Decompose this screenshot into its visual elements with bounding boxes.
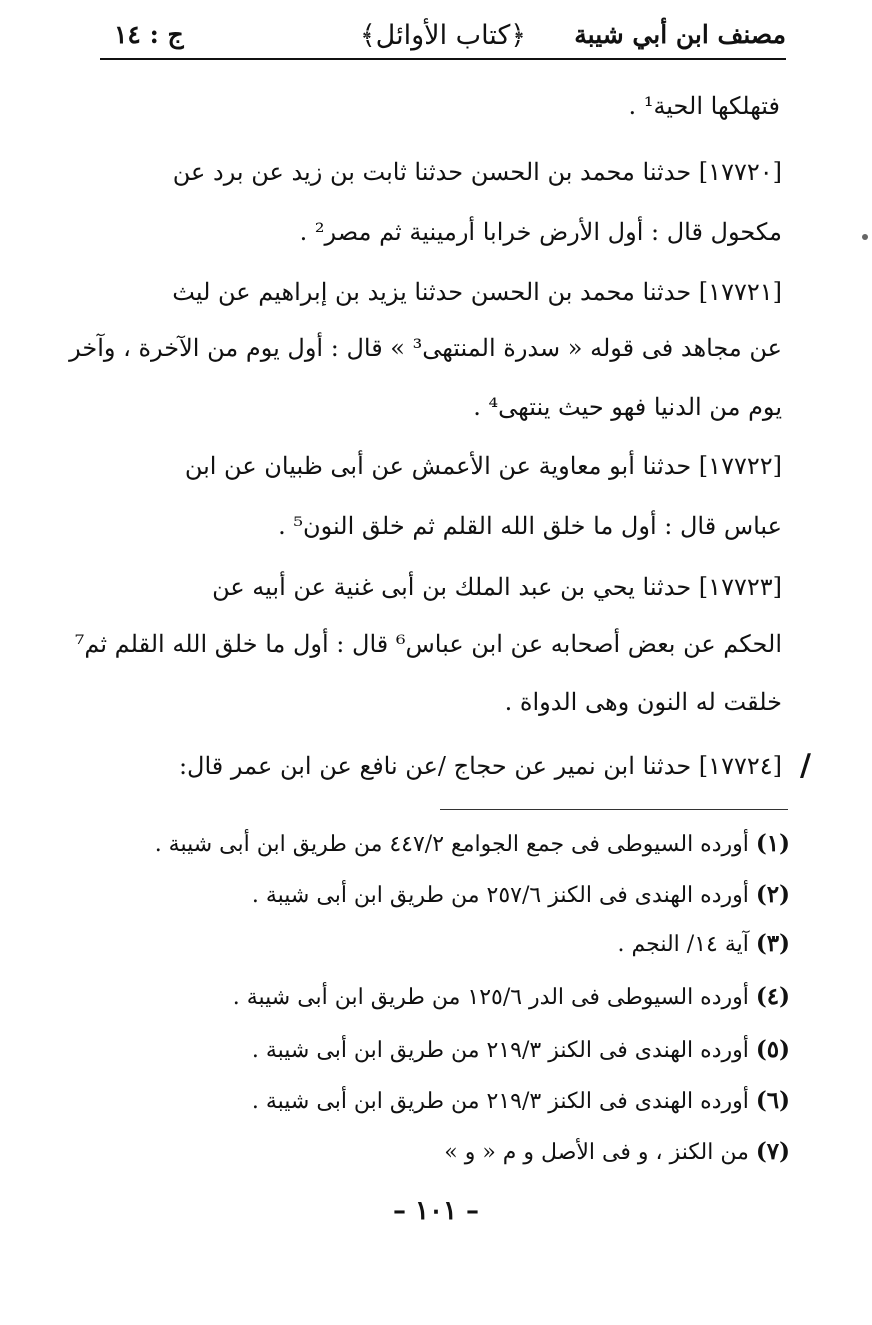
footnote-6 bbox=[252, 1087, 790, 1114]
footnote-rule bbox=[440, 809, 788, 810]
body-line-9: [١٧٧٢٣] حدثنا يحي بن عبد الملك بن أبى غنية عن أبيه عن bbox=[212, 573, 782, 601]
footnote-4 bbox=[233, 983, 790, 1010]
footnote-number: (١) bbox=[755, 830, 790, 857]
scan-speck bbox=[862, 234, 868, 240]
body-line-8: عباس قال : أول ما خلق الله القلم ثم خلق النون⁵ . bbox=[278, 512, 782, 540]
body-line-6: يوم من الدنيا فهو حيث ينتهى⁴ . bbox=[473, 393, 782, 421]
footnote-number: (٧) bbox=[755, 1138, 790, 1165]
header-rule bbox=[100, 58, 786, 60]
body-line-11: خلقت له النون وهى الدواة . bbox=[504, 688, 782, 716]
footnote-number: (٤) bbox=[755, 983, 790, 1010]
footnote-text: أورده الهندى فى الكنز ٢١٩/٣ من طريق ابن أبى شيبة . bbox=[251, 1089, 749, 1114]
footnote-text: أورده الهندى فى الكنز ٢٥٧/٦ من طريق ابن أبى شيبة . bbox=[251, 883, 749, 908]
footnote-5 bbox=[252, 1036, 790, 1063]
body-line-7: [١٧٧٢٢] حدثنا أبو معاوية عن الأعمش عن أبى ظبيان عن ابن bbox=[184, 452, 782, 480]
footnote-1 bbox=[155, 830, 790, 857]
body-line-2: [١٧٧٢٠] حدثنا محمد بن الحسن حدثنا ثابت بن زيد عن برد عن bbox=[172, 158, 782, 186]
footnote-7 bbox=[444, 1138, 790, 1165]
footnote-number: (٣) bbox=[755, 930, 790, 957]
footnote-text: من الكنز ، و فى الأصل و م « و » bbox=[444, 1140, 749, 1165]
footnote-text: أورده السيوطى فى الدر ١٢٥/٦ من طريق ابن أبى شيبة . bbox=[232, 985, 749, 1010]
book-title: مصنف ابن أبي شيبة bbox=[574, 20, 786, 49]
footnote-number: (٦) bbox=[755, 1087, 790, 1114]
footnote-text: أورده الهندى فى الكنز ٢١٩/٣ من طريق ابن أبى شيبة . bbox=[251, 1038, 749, 1063]
margin-slash: / bbox=[800, 748, 811, 783]
footnote-number: (٢) bbox=[755, 881, 790, 908]
body-line-4: [١٧٧٢١] حدثنا محمد بن الحسن حدثنا يزيد بن إبراهيم عن ليث bbox=[172, 278, 782, 306]
footnote-number: (٥) bbox=[755, 1036, 790, 1063]
body-line-12: [١٧٧٢٤] حدثنا ابن نمير عن حجاج /عن نافع عن ابن عمر قال: bbox=[178, 752, 782, 780]
page-number: – ١٠١ – bbox=[392, 1196, 480, 1226]
body-line-3: مكحول قال : أول الأرض خرابا أرمينية ثم مصر² . bbox=[299, 218, 782, 246]
body-line-10: الحكم عن بعض أصحابه عن ابن عباس⁶ قال : أول ما خلق الله القلم ثم⁷ bbox=[74, 630, 782, 658]
volume-label: ج : ١٤ bbox=[114, 20, 184, 49]
body-line-5: عن مجاهد فى قوله « سدرة المنتهى³ » قال : أول يوم من الآخرة ، وآخر bbox=[69, 334, 782, 362]
chapter-title: ﴿كتاب الأوائل﴾ bbox=[359, 20, 527, 51]
footnote-text: أورده السيوطى فى جمع الجوامع ٤٤٧/٢ من طريق ابن أبى شيبة . bbox=[154, 832, 749, 857]
footnote-2 bbox=[252, 881, 790, 908]
footnote-text: آية ١٤/ النجم . bbox=[617, 932, 749, 957]
body-line-1: فتهلكها الحية¹ . bbox=[628, 92, 780, 120]
footnote-3 bbox=[617, 930, 790, 957]
page-header bbox=[100, 14, 786, 62]
